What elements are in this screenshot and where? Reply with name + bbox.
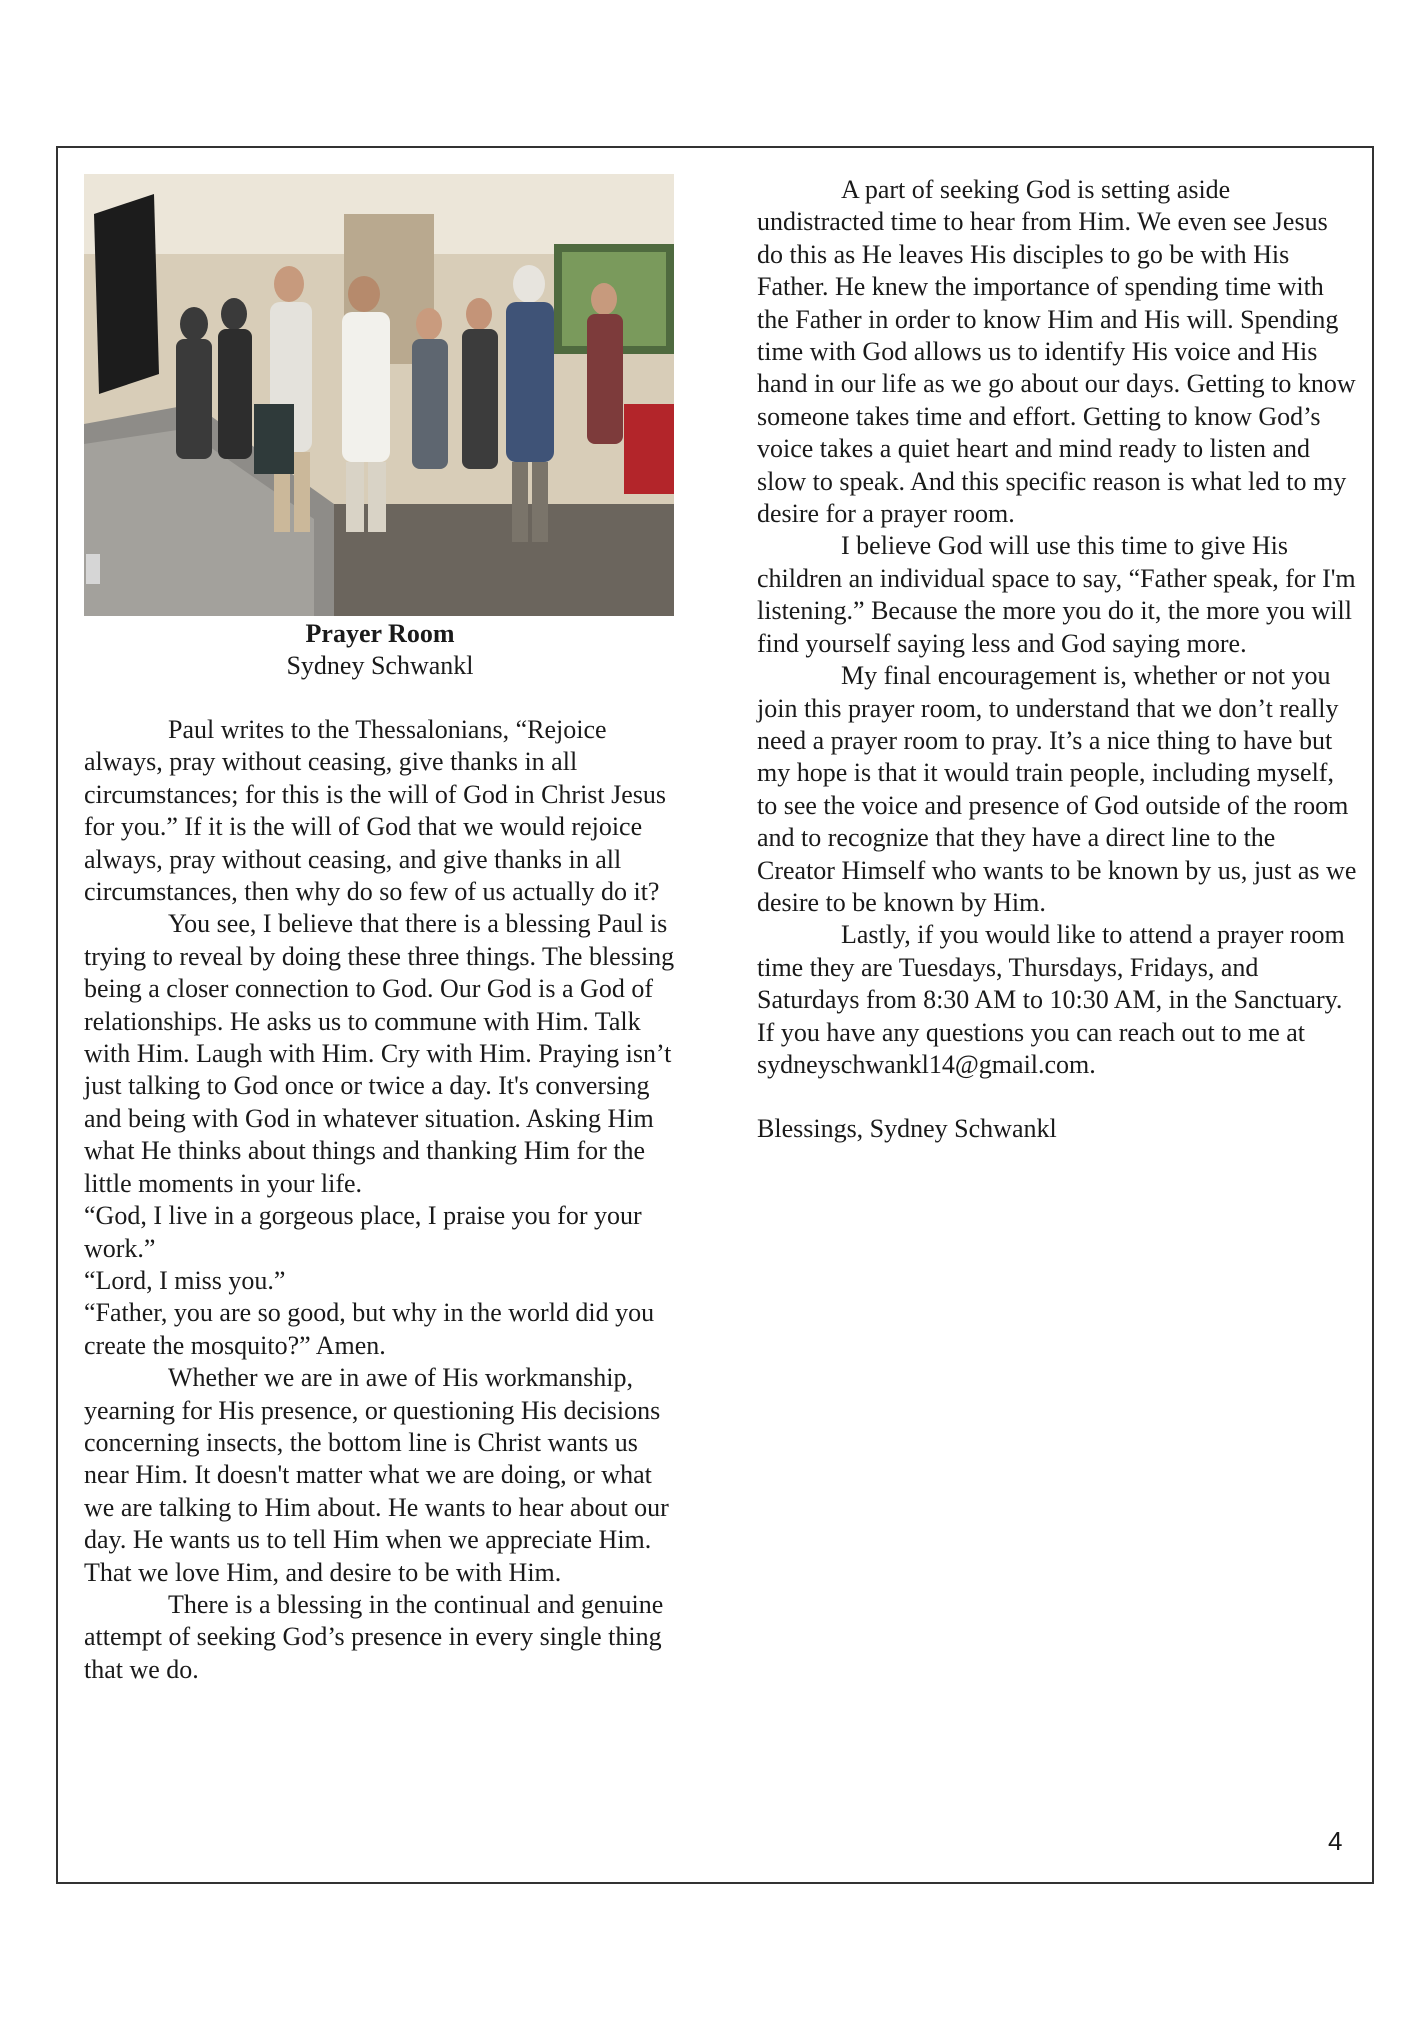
photo-illustration [84,174,674,616]
paragraph: I believe God will use this time to give His children an individual space to say, “Father speak, for I'm listening.” Because the more you do it, the more you will find yourself saying less and God saying more. [757,531,1356,658]
article-title: Prayer Room [305,619,455,648]
paragraph: Whether we are in awe of His workmanship, yearning for His presence, or questioning His decisions concerning insects, the bottom line is Christ wants us near Him. It doesn't matter what we are doing, or what we are talking to Him about. He wants to hear about our day. He wants us to tell Him when we appreciate Him. That we love Him, and desire to be with Him. [84,1363,669,1587]
paragraph: “God, I live in a gorgeous place, I praise you for your work.” [84,1201,642,1263]
right-column [757,174,1357,1146]
closing-signoff: Blessings, Sydney Schwankl [757,1114,1057,1144]
paragraph: Lastly, if you would like to attend a prayer room time they are Tuesdays, Thursdays, Fridays, and Saturdays from 8:30 AM to 10:30 AM, in the Sanctuary. If you have any questions you can reach out to me at sydneyschwankl14@gmail.com. [757,920,1345,1079]
paragraph: A part of seeking God is setting aside undistracted time to hear from Him. We even see Jesus do this as He leaves His disciples to go be with His Father. He knew the importance of spending time with the Father in order to know Him and His will. Spending time with God allows us to identify His voice and His hand in our life as we go about our days. Getting to know someone takes time and effort. Getting to know God’s voice takes a quiet heart and mind ready to listen and slow to speak. And this specific reason is what led to my desire for a prayer room. [757,175,1356,529]
paragraph: There is a blessing in the continual and genuine attempt of seeking God’s presence in every single thing that we do. [84,1589,664,1684]
paragraph: “Lord, I miss you.” [84,1265,286,1295]
page-number: 4 [1328,1826,1343,1856]
left-column-body [84,714,676,1686]
article-author: Sydney Schwankl [286,651,474,680]
paragraph: Paul writes to the Thessalonians, “Rejoice always, pray without ceasing, give thanks in all circumstances; for this is the will of God in Christ Jesus for you.” If it is the will of God that we would rejoice always, pray without ceasing, and give thanks in all circumstances, then why do so few of us actually do it? [84,715,667,907]
prayer-room-photo [84,174,674,616]
paragraph: “Father, you are so good, but why in the world did you create the mosquito?” Amen. [84,1298,655,1360]
paragraph: You see, I believe that there is a blessing Paul is trying to reveal by doing these three things. The blessing being a closer connection to God. Our God is a God of relationships. He asks us to commune with Him. Talk with Him. Laugh with Him. Cry with Him. Praying isn’t just talking to God once or twice a day. It's conversing and being with God in whatever situation. Asking Him what He thinks about things and thanking Him for the little moments in your life. [84,909,675,1198]
right-column-body [757,174,1357,1081]
paragraph: My final encouragement is, whether or not you join this prayer room, to understand that we don’t really need a prayer room to pray. It’s a nice thing to have but my hope is that it would train people, including myself, to see the voice and presence of God outside of the room and to recognize that they have a direct line to the Creator Himself who wants to be known by us, just as we desire to be known by Him. [757,661,1357,917]
left-column [84,174,676,1686]
